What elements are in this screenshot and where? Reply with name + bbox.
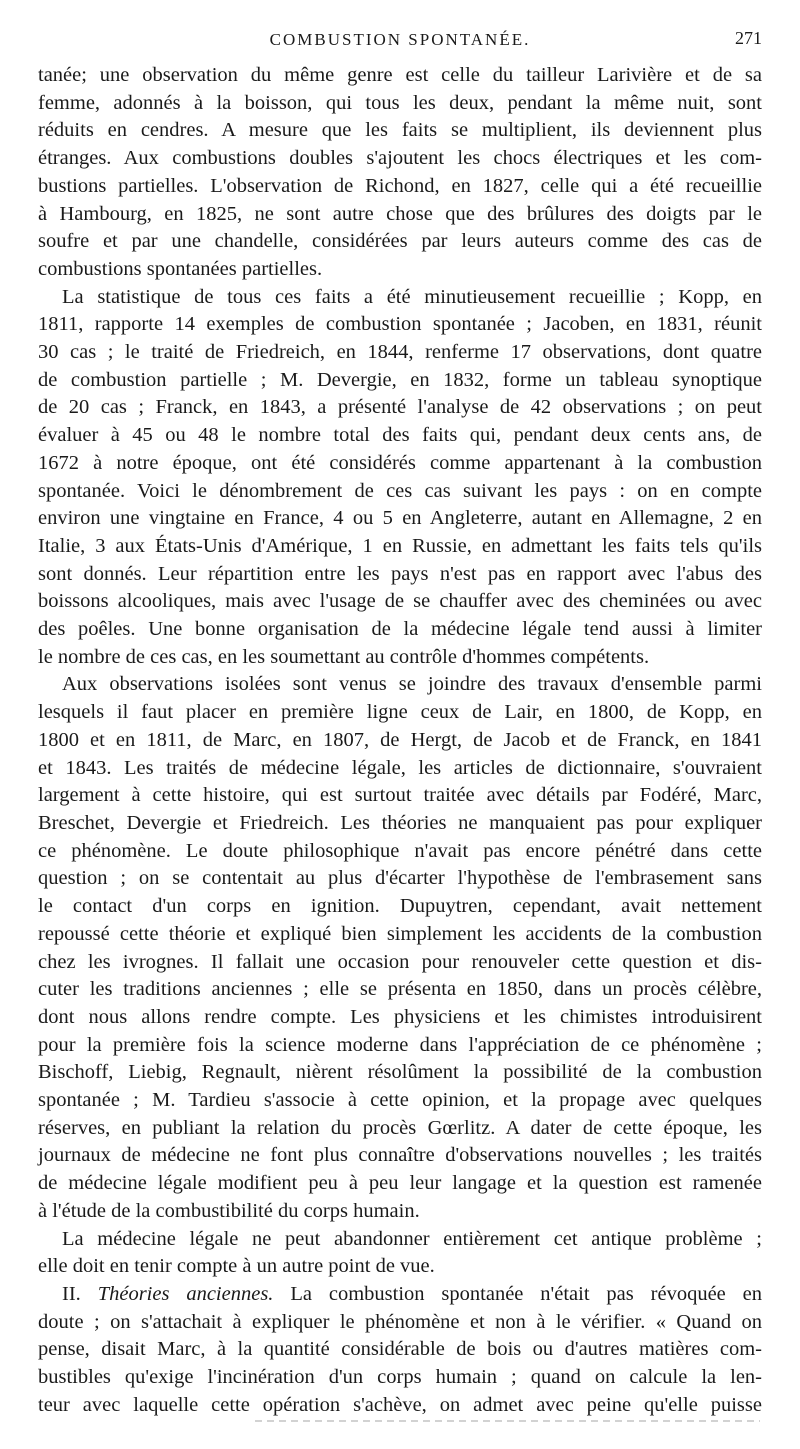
text-line: La médecine légale ne peut abandonner entièrement cet antique problème ; (62, 1227, 762, 1250)
text-line: bustions partielles. L'observation de Richond, en 1827, celle qui a été recueillie (38, 174, 762, 197)
text-line: pense, disait Marc, à la quantité considérable de bois ou d'autres matières com- (38, 1338, 762, 1361)
text-line: femme, adonnés à la boisson, qui tous les deux, pendant la même nuit, sont (38, 91, 762, 114)
section-number: II. (62, 1282, 81, 1305)
text-line: le contact d'un corps en ignition. Dupuytren, cependant, avait nettement (38, 895, 762, 918)
text-line: 1800 et en 1811, de Marc, en 1807, de Hergt, de Jacob et de Franck, en 1841 (38, 728, 762, 751)
text-line: à Hambourg, en 1825, ne sont autre chose que des brûlures des doigts par le (38, 202, 762, 225)
text-line: évaluer à 45 ou 48 le nombre total des faits qui, pendant deux cents ans, de (38, 424, 762, 447)
text-line: étranges. Aux combustions doubles s'ajoutent les chocs électriques et les com- (38, 147, 762, 170)
text-line: dont nous allons rendre compte. Les physiciens et les chimistes introduisirent (38, 1005, 762, 1028)
section-first-line-text: La combustion spontanée n'était pas révoquée en (290, 1282, 763, 1305)
text-line: de médecine légale modifient peu à peu leur langage et la question est ramenée (38, 1172, 762, 1195)
text-line: cuter les traditions anciennes ; elle se présenta en 1850, dans un procès célèbre, (38, 978, 762, 1001)
text-line: repoussé cette théorie et expliqué bien simplement les accidents de la combustion (38, 922, 762, 945)
paragraph-4 (38, 1226, 762, 1281)
text-line: lesquels il faut placer en première ligne ceux de Lair, en 1800, de Kopp, en (38, 701, 762, 724)
text-line: bustibles qu'exige l'incinération d'un corps humain ; quand on calcule la len- (38, 1366, 762, 1389)
text-line: Aux observations isolées sont venus se joindre des travaux d'ensemble parmi (62, 673, 762, 696)
page-header (38, 24, 762, 54)
text-line: tanée; une observation du même genre est celle du tailleur Larivière et de sa (38, 64, 762, 86)
body-text (38, 62, 762, 1419)
text-line: des poêles. Une bonne organisation de la médecine légale tend aussi à limiter (38, 618, 762, 641)
text-line: pour la première fois la science moderne dans l'appréciation de ce phénomène ; (38, 1033, 762, 1056)
text-line: soufre et par une chandelle, considérées par leurs auteurs comme des cas de (38, 230, 762, 253)
page-number: 271 (735, 28, 762, 48)
text-line: question ; on se contentait au plus d'écarter l'hypothèse de l'embrasement sans (38, 867, 762, 890)
text-line: de combustion partielle ; M. Devergie, en 1832, forme un tableau synoptique (38, 368, 762, 391)
faded-footer-line (255, 1420, 760, 1422)
text-line: réserves, en publiant la relation du procès Gœrlitz. A dater de cette époque, les (38, 1116, 762, 1139)
text-line: Italie, 3 aux États-Unis d'Amérique, 1 en Russie, en admettant les faits tels qu'ils (38, 534, 762, 557)
text-line: boissons alcooliques, mais avec l'usage de se chauffer avec des cheminées ou avec (38, 590, 762, 613)
text-line: combustions spontanées partielles. (38, 257, 323, 280)
section-title: Théories anciennes. (97, 1282, 274, 1305)
text-line: Bischoff, Liebig, Regnault, nièrent résolûment la possibilité de la combustion (38, 1061, 762, 1084)
text-line: réduits en cendres. A mesure que les faits se multiplient, ils deviennent plus (38, 119, 762, 142)
text-line: La statistique de tous ces faits a été minutieusement recueillie ; Kopp, en (62, 285, 762, 308)
text-line: le nombre de ces cas, en les soumettant au contrôle d'hommes compétents. (38, 645, 650, 668)
text-line: teur avec laquelle cette opération s'achève, on admet avec peine qu'elle puisse (38, 1393, 762, 1416)
running-title: COMBUSTION SPONTANÉE. (269, 30, 531, 49)
text-line: de 20 cas ; Franck, en 1843, a présenté l'analyse de 42 observations ; on peut (38, 396, 762, 419)
paragraph-2 (38, 284, 762, 672)
text-line: elle doit en tenir compte à un autre point de vue. (38, 1255, 435, 1278)
text-line: environ une vingtaine en France, 4 ou 5 en Angleterre, autant en Allemagne, 2 en (38, 507, 762, 530)
text-line: largement à cette histoire, qui est surtout traitée avec détails par Fodéré, Marc, (38, 784, 762, 807)
text-line: spontanée ; M. Tardieu s'associe à cette opinion, et la propage avec quelques (38, 1089, 762, 1112)
section-first-line (38, 1281, 762, 1309)
text-line: Breschet, Devergie et Friedreich. Les théories ne manquaient pas pour expliquer (38, 811, 762, 834)
paragraph-3 (38, 671, 762, 1225)
text-line: sont donnés. Leur répartition entre les pays n'est pas en rapport avec l'abus des (38, 562, 762, 585)
text-line: et 1843. Les traités de médecine légale, les articles de dictionnaire, s'ouvraient (38, 756, 762, 779)
paragraph-1 (38, 62, 762, 284)
text-line: 30 cas ; le traité de Friedreich, en 1844, renferme 17 observations, dont quatre (38, 341, 762, 364)
text-line: 1672 à notre époque, ont été considérés comme appartenant à la combustion (38, 451, 762, 474)
section-theories-anciennes (38, 1281, 762, 1420)
text-line: à l'étude de la combustibilité du corps humain. (38, 1199, 420, 1222)
text-line: chez les ivrognes. Il fallait une occasion pour renouveler cette question et dis- (38, 950, 762, 973)
text-line: journaux de médecine ne font plus connaître d'observations nouvelles ; les traités (38, 1144, 762, 1167)
text-line: spontanée. Voici le dénombrement de ces cas suivant les pays : on en compte (38, 479, 762, 502)
text-line: ce phénomène. Le doute philosophique n'avait pas encore pénétré dans cette (38, 839, 762, 862)
text-line: doute ; on s'attachait à expliquer le phénomène et non à le vérifier. « Quand on (38, 1310, 762, 1333)
book-page (38, 24, 762, 1419)
text-line: 1811, rapporte 14 exemples de combustion spontanée ; Jacoben, en 1831, réunit (38, 313, 762, 336)
